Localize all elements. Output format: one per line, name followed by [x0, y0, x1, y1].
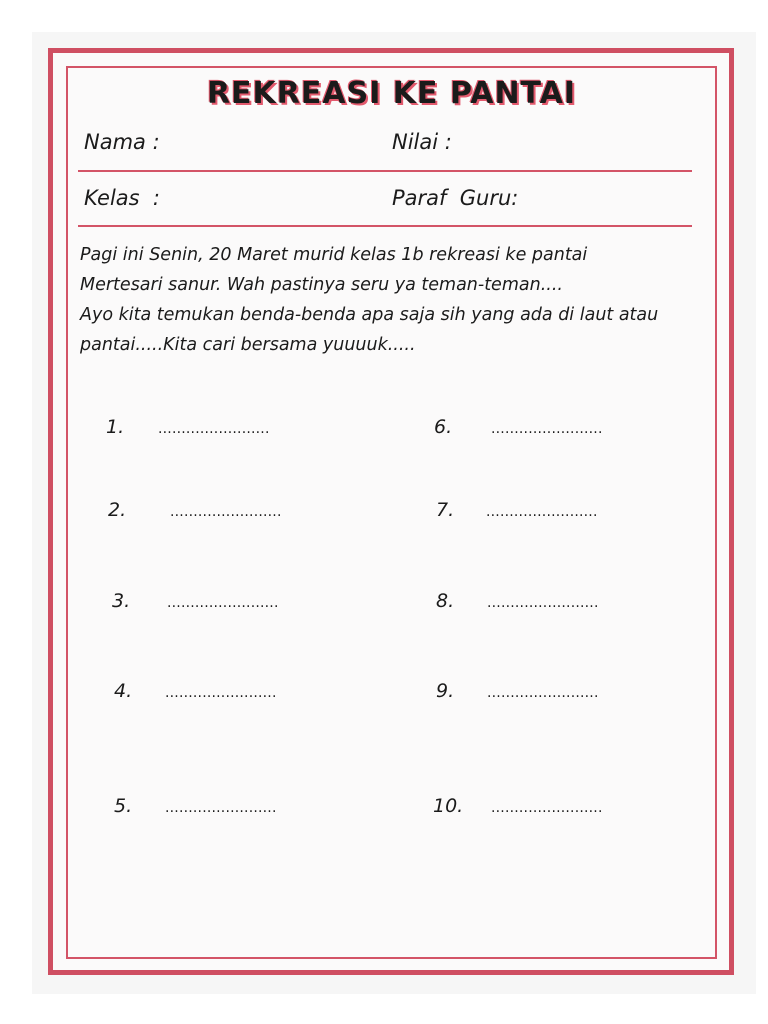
answer-item-4 — [114, 680, 277, 702]
answer-blank[interactable]: ........................ — [491, 800, 603, 816]
answer-blank[interactable]: ........................ — [170, 504, 282, 520]
answer-blank[interactable]: ........................ — [165, 685, 277, 701]
answer-item-9 — [436, 680, 599, 702]
item-number: 2. — [108, 499, 127, 521]
worksheet-title: REKREASI KE PANTAI — [206, 76, 577, 111]
item-number: 3. — [112, 590, 131, 612]
answer-blank[interactable]: ........................ — [167, 595, 279, 611]
divider-line — [78, 170, 692, 172]
item-number: 1. — [106, 416, 125, 438]
nilai-field-label: Nilai : — [392, 130, 452, 154]
answer-blank[interactable]: ........................ — [158, 421, 270, 437]
paraf-guru-field-label: Paraf Guru: — [392, 186, 519, 210]
answer-item-6 — [434, 416, 603, 438]
answer-item-8 — [436, 590, 599, 612]
answer-blank[interactable]: ........................ — [487, 685, 599, 701]
answer-blank[interactable]: ........................ — [486, 504, 598, 520]
item-number: 10. — [433, 795, 464, 817]
item-number: 4. — [114, 680, 133, 702]
intro-line: Pagi ini Senin, 20 Maret murid kelas 1b rekreasi ke pantai — [80, 245, 588, 265]
answer-item-7 — [436, 499, 598, 521]
intro-line: Mertesari sanur. Wah pastinya seru ya teman-teman.... — [80, 275, 563, 295]
nama-field-label: Nama : — [84, 130, 160, 154]
item-number: 5. — [114, 795, 133, 817]
intro-paragraph — [80, 240, 700, 360]
answer-item-2 — [108, 499, 282, 521]
item-number: 7. — [436, 499, 455, 521]
intro-line: Ayo kita temukan benda-benda apa saja sih yang ada di laut atau — [80, 305, 659, 325]
answer-blank[interactable]: ........................ — [165, 800, 277, 816]
item-number: 9. — [436, 680, 455, 702]
intro-line: pantai.....Kita cari bersama yuuuuk..... — [80, 335, 416, 355]
item-number: 6. — [434, 416, 453, 438]
divider-line — [78, 225, 692, 227]
answer-blank[interactable]: ........................ — [487, 595, 599, 611]
answer-item-5 — [114, 795, 277, 817]
answer-item-3 — [112, 590, 279, 612]
answer-blank[interactable]: ........................ — [491, 421, 603, 437]
kelas-field-label: Kelas : — [84, 186, 161, 210]
item-number: 8. — [436, 590, 455, 612]
answer-item-10 — [433, 795, 603, 817]
answer-item-1 — [106, 416, 270, 438]
